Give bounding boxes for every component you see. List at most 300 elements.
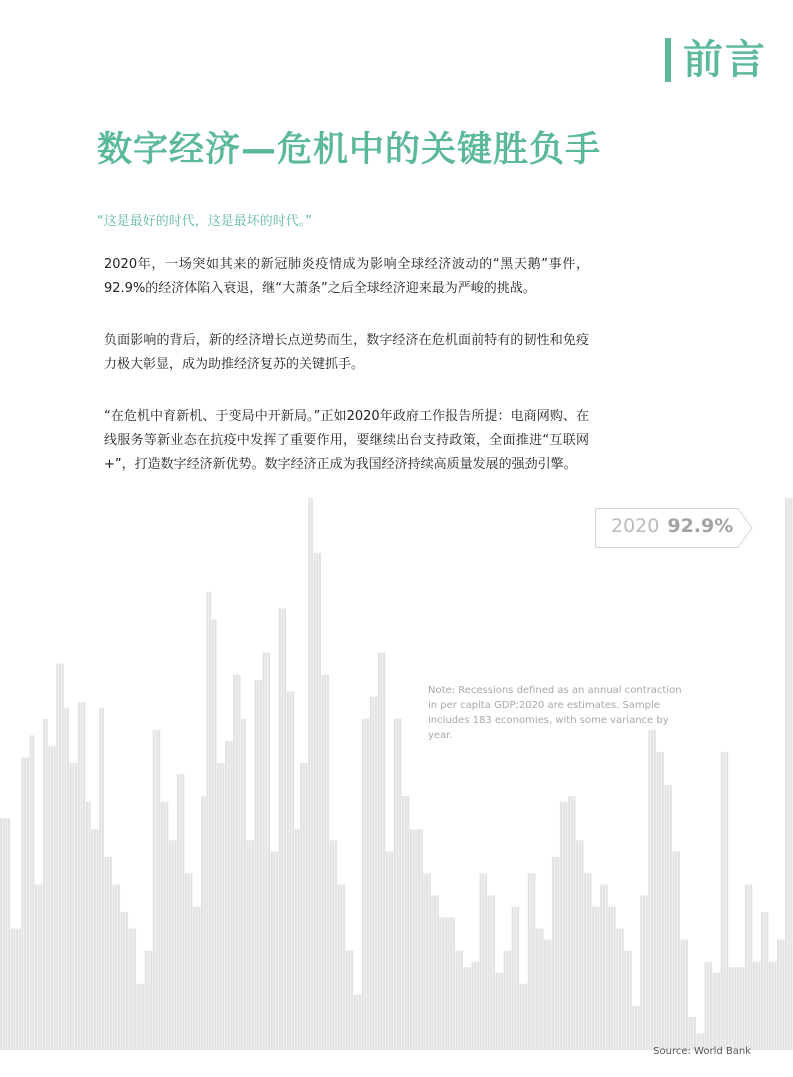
chart-bar: [260, 680, 262, 1050]
chart-bar: [225, 741, 227, 1050]
chart-bar: [335, 840, 337, 1050]
chart-bar: [466, 967, 468, 1050]
chart-bar: [182, 774, 184, 1050]
chart-bar: [257, 680, 259, 1050]
chart-bar: [755, 962, 757, 1050]
chart-bar: [517, 906, 519, 1050]
chart-bar: [772, 962, 774, 1050]
chart-bar: [316, 553, 318, 1050]
chart-bar: [212, 619, 214, 1050]
chart-bar: [29, 735, 31, 1050]
chart-bar: [263, 653, 265, 1050]
chart-bar: [750, 884, 752, 1050]
chart-bar: [525, 984, 527, 1050]
chart-bar: [295, 829, 297, 1050]
chart-bar: [11, 929, 13, 1050]
chart-bar: [555, 857, 557, 1050]
chart-bar: [35, 884, 37, 1050]
section-tag: [665, 36, 767, 84]
chart-bar: [139, 984, 141, 1050]
chart-bar: [557, 857, 559, 1050]
chart-bar: [415, 829, 417, 1050]
chart-bar: [244, 719, 246, 1050]
chart-bar: [370, 697, 372, 1050]
chart-bar: [177, 774, 179, 1050]
chart-bar: [91, 829, 93, 1050]
chart-bar: [552, 857, 554, 1050]
chart-bar: [568, 796, 570, 1050]
chart-bar: [573, 796, 575, 1050]
chart-bar: [603, 884, 605, 1050]
chart-bar: [774, 962, 776, 1050]
chart-bar: [279, 608, 281, 1050]
chart-bar: [338, 884, 340, 1050]
chart-bar: [450, 918, 452, 1050]
chart-bar: [386, 851, 388, 1050]
chart-bar: [640, 895, 642, 1050]
chart-bar: [24, 757, 26, 1050]
chart-bar: [62, 664, 64, 1050]
chart-bar: [70, 763, 72, 1050]
chart-bar: [104, 857, 106, 1050]
chart-bar: [461, 951, 463, 1050]
stat-callout: [595, 508, 755, 548]
chart-bar: [426, 873, 428, 1050]
chart-bar: [581, 840, 583, 1050]
chart-bar: [86, 802, 88, 1050]
chart-bar: [305, 763, 307, 1050]
chart-bar: [391, 851, 393, 1050]
chart-bar: [482, 873, 484, 1050]
chart-bar: [3, 818, 5, 1050]
chart-bar: [166, 802, 168, 1050]
chart-bar: [790, 498, 792, 1050]
chart-bar: [40, 884, 42, 1050]
section-label: 前言: [683, 37, 767, 83]
chart-bar: [5, 818, 7, 1050]
chart-bar: [447, 918, 449, 1050]
chart-bar: [222, 763, 224, 1050]
chart-bar: [158, 730, 160, 1050]
chart-bar: [726, 752, 728, 1050]
chart-bar: [745, 884, 747, 1050]
chart-bar: [739, 967, 741, 1050]
chart-bar: [587, 873, 589, 1050]
chart-bar: [472, 962, 474, 1050]
chart-bar: [193, 906, 195, 1050]
chart-bar: [311, 498, 313, 1050]
chart-bar: [252, 840, 254, 1050]
chart-bar: [734, 967, 736, 1050]
chart-bar: [541, 929, 543, 1050]
chart-bar: [659, 752, 661, 1050]
chart-bar: [399, 719, 401, 1050]
stat-year: 2020: [611, 515, 660, 537]
chart-bar: [651, 730, 653, 1050]
chart-bar: [477, 962, 479, 1050]
chart-bar: [150, 951, 152, 1050]
chart-bar: [236, 675, 238, 1050]
chart-bar: [407, 796, 409, 1050]
chart-bar: [303, 763, 305, 1050]
chart-bar: [75, 763, 77, 1050]
chart-bar: [576, 840, 578, 1050]
chart-bar: [686, 940, 688, 1050]
chart-bar: [0, 818, 2, 1050]
chart-bar: [413, 829, 415, 1050]
chart-bar: [747, 884, 749, 1050]
chart-bar: [493, 895, 495, 1050]
chart-bar: [496, 973, 498, 1050]
chart-bar: [600, 884, 602, 1050]
chart-bar: [638, 1006, 640, 1050]
chart-bar: [332, 840, 334, 1050]
chart-bar: [520, 984, 522, 1050]
chart-bar: [56, 664, 58, 1050]
chart-bar: [214, 619, 216, 1050]
chart-bar: [343, 884, 345, 1050]
chart-bar: [276, 851, 278, 1050]
paragraph-1: 2020年，一场突如其来的新冠肺炎疫情成为影响全球经济波动的“黑天鹅”事件，92.9%的经济体陷入衰退，继“大萧条”之后全球经济迎来最为严峻的挑战。: [104, 257, 589, 296]
chart-bar: [289, 691, 291, 1050]
chart-bar: [137, 984, 139, 1050]
chart-bar: [397, 719, 399, 1050]
chart-bar: [654, 730, 656, 1050]
chart-bar: [354, 995, 356, 1050]
chart-bar: [611, 906, 613, 1050]
chart-bar: [713, 973, 715, 1050]
chart-bar: [619, 929, 621, 1050]
chart-bar: [480, 873, 482, 1050]
chart-bar: [201, 796, 203, 1050]
chart-bar: [469, 967, 471, 1050]
chart-bar: [504, 951, 506, 1050]
chart-bar: [777, 940, 779, 1050]
chart-bar: [174, 840, 176, 1050]
chart-bar: [675, 851, 677, 1050]
chart-bar: [38, 884, 40, 1050]
chart-bar: [153, 730, 155, 1050]
chart-bar: [643, 895, 645, 1050]
chart-bar: [115, 884, 117, 1050]
chart-bar: [421, 829, 423, 1050]
chart-bar: [405, 796, 407, 1050]
chart-bar: [560, 802, 562, 1050]
chart-bar: [209, 592, 211, 1050]
chart-bar: [147, 951, 149, 1050]
chart-bar: [297, 829, 299, 1050]
chart-bar: [455, 951, 457, 1050]
chart-bar: [113, 884, 115, 1050]
chart-bar: [442, 918, 444, 1050]
page-title: 数字经济—危机中的关键胜负手: [97, 130, 602, 170]
chart-bar: [670, 785, 672, 1050]
chart-bar: [107, 857, 109, 1050]
chart-bar: [785, 498, 787, 1050]
chart-bar: [321, 675, 323, 1050]
chart-bar: [265, 653, 267, 1050]
chart-bar: [190, 873, 192, 1050]
chart-bar: [445, 918, 447, 1050]
chart-bar: [463, 967, 465, 1050]
chart-bar: [710, 962, 712, 1050]
chart-bar: [206, 592, 208, 1050]
chart-bar: [126, 912, 128, 1050]
chart-bar: [439, 918, 441, 1050]
chart-bar: [528, 873, 530, 1050]
chart-bar: [88, 802, 90, 1050]
chart-bar: [340, 884, 342, 1050]
chart-bar: [394, 719, 396, 1050]
chart-bar: [375, 697, 377, 1050]
chart-bar: [233, 675, 235, 1050]
chart-bar: [474, 962, 476, 1050]
chart-bar: [123, 912, 125, 1050]
chart-bar: [228, 741, 230, 1050]
chart-bar: [614, 906, 616, 1050]
chart-bar: [319, 553, 321, 1050]
chart-bar: [595, 906, 597, 1050]
chart-bar: [544, 940, 546, 1050]
chart-bar: [238, 675, 240, 1050]
chart-bar: [782, 940, 784, 1050]
chart-bar: [324, 675, 326, 1050]
chart-bar: [59, 664, 61, 1050]
chart-bar: [632, 1006, 634, 1050]
chart-bar: [589, 873, 591, 1050]
chart-bar: [429, 873, 431, 1050]
chart-bar: [241, 719, 243, 1050]
chart-bar: [380, 653, 382, 1050]
chart-bar: [490, 895, 492, 1050]
chart-note: Note: Recessions defined as an annual contraction in per capita GDP;2020 are estimates. Sample includes 183 economies, with some variance by year.: [428, 685, 682, 741]
chart-bar: [565, 802, 567, 1050]
chart-bar: [533, 873, 535, 1050]
chart-bar: [501, 973, 503, 1050]
chart-bar: [718, 973, 720, 1050]
chart-bar: [547, 940, 549, 1050]
chart-bar: [769, 962, 771, 1050]
chart-bar: [627, 951, 629, 1050]
chart-bar: [273, 851, 275, 1050]
chart-bar: [729, 967, 731, 1050]
chart-bar: [271, 851, 273, 1050]
chart-bar: [723, 752, 725, 1050]
chart-bar: [571, 796, 573, 1050]
chart-bar: [458, 951, 460, 1050]
paragraph-3: “在危机中育新机、于变局中开新局。”正如2020年政府工作报告所提：电商网购、在线服务等新业态在抗疫中发挥了重要作用，要继续出台支持政策，全面推进“互联网+”，打造数字经济新优势。数字经济正成为我国经济持续高质量发展的强劲引擎。: [104, 409, 589, 472]
paragraph-2: 负面影响的背后，新的经济增长点逆势而生，数字经济在危机面前特有的韧性和免疫力极大彰显，成为助推经济复苏的关键抓手。: [104, 333, 589, 372]
chart-bar: [715, 973, 717, 1050]
chart-bar: [284, 608, 286, 1050]
chart-bar: [622, 929, 624, 1050]
chart-bar: [707, 962, 709, 1050]
chart-bar: [678, 851, 680, 1050]
chart-bar: [308, 498, 310, 1050]
chart-bar: [402, 796, 404, 1050]
chart-bar: [78, 702, 80, 1050]
chart-bar: [530, 873, 532, 1050]
chart-bar: [742, 967, 744, 1050]
chart-bar: [485, 873, 487, 1050]
chart-bar: [672, 851, 674, 1050]
chart-bar: [118, 884, 120, 1050]
chart-bar: [367, 719, 369, 1050]
chart-bar: [509, 951, 511, 1050]
chart-bar: [46, 719, 48, 1050]
chart-bar: [563, 802, 565, 1050]
chart-bar: [281, 608, 283, 1050]
chart-bar: [292, 691, 294, 1050]
chart-bar: [680, 940, 682, 1050]
chart-bar: [287, 691, 289, 1050]
chart-bar: [51, 746, 53, 1050]
chart-bar: [230, 741, 232, 1050]
chart-bar: [163, 802, 165, 1050]
chart-bar: [630, 951, 632, 1050]
chart-bar: [346, 951, 348, 1050]
chart-bar: [597, 906, 599, 1050]
chart-bar: [512, 906, 514, 1050]
chart-bar: [359, 995, 361, 1050]
chart-bar: [155, 730, 157, 1050]
chart-bar: [96, 829, 98, 1050]
chart-bar: [418, 829, 420, 1050]
chart-bar: [431, 895, 433, 1050]
stat-callout-value: [611, 515, 733, 537]
chart-bar: [129, 929, 131, 1050]
chart-bar: [731, 967, 733, 1050]
chart-bar: [54, 746, 56, 1050]
chart-bar: [705, 962, 707, 1050]
chart-bar: [362, 719, 364, 1050]
recession-bar-chart: [0, 490, 793, 1050]
chart-bar: [131, 929, 133, 1050]
chart-bar: [145, 951, 147, 1050]
chart-source: Source: World Bank: [653, 1046, 751, 1057]
chart-bar: [383, 653, 385, 1050]
chart-bar: [506, 951, 508, 1050]
chart-bar: [423, 873, 425, 1050]
chart-bar: [758, 962, 760, 1050]
chart-bar: [514, 906, 516, 1050]
chart-bar: [134, 929, 136, 1050]
chart-bar: [662, 752, 664, 1050]
chart-bar: [43, 719, 45, 1050]
chart-bar: [313, 553, 315, 1050]
chart-bar: [204, 796, 206, 1050]
chart-bar: [161, 802, 163, 1050]
chart-bar: [21, 757, 23, 1050]
chart-bar: [327, 675, 329, 1050]
chart-bar: [188, 873, 190, 1050]
chart-bar: [16, 929, 18, 1050]
chart-bar: [608, 906, 610, 1050]
chart-bar: [351, 951, 353, 1050]
chart-bar: [48, 746, 50, 1050]
chart-bar: [584, 873, 586, 1050]
chart-bar: [616, 929, 618, 1050]
chart-bar: [217, 763, 219, 1050]
chart-bar: [80, 702, 82, 1050]
chart-bar: [579, 840, 581, 1050]
chart-bar: [536, 929, 538, 1050]
chart-bar: [255, 680, 257, 1050]
chart-bar: [121, 912, 123, 1050]
chart-bar: [72, 763, 74, 1050]
chart-bar: [592, 906, 594, 1050]
chart-bar: [348, 951, 350, 1050]
chart-bar: [83, 702, 85, 1050]
chart-bar: [646, 895, 648, 1050]
chart-bar: [13, 929, 15, 1050]
chart-bar: [635, 1006, 637, 1050]
section-accent-bar: [665, 38, 671, 82]
chart-bar: [372, 697, 374, 1050]
chart-bar: [220, 763, 222, 1050]
chart-bar: [683, 940, 685, 1050]
chart-bar: [67, 708, 69, 1050]
chart-bar: [761, 912, 763, 1050]
chart-bar: [721, 752, 723, 1050]
chart-bar: [102, 708, 104, 1050]
chart-bar: [766, 912, 768, 1050]
chart-bar: [522, 984, 524, 1050]
chart-bar: [300, 763, 302, 1050]
chart-bar: [624, 951, 626, 1050]
chart-bar: [8, 818, 10, 1050]
chart-bar: [19, 929, 21, 1050]
chart-bar: [356, 995, 358, 1050]
chart-bar: [788, 498, 790, 1050]
chart-bar: [268, 653, 270, 1050]
chart-bar: [764, 912, 766, 1050]
chart-bar: [648, 730, 650, 1050]
chart-bar: [180, 774, 182, 1050]
chart-bar: [246, 840, 248, 1050]
chart-bar: [437, 895, 439, 1050]
chart-bar: [32, 735, 34, 1050]
chart-bar: [605, 884, 607, 1050]
chart-bar: [196, 906, 198, 1050]
chart-bar: [434, 895, 436, 1050]
chart-bar: [142, 984, 144, 1050]
chart-bar: [737, 967, 739, 1050]
chart-bar: [667, 785, 669, 1050]
chart-bar: [780, 940, 782, 1050]
chart-bar: [656, 752, 658, 1050]
chart-bar: [549, 940, 551, 1050]
chart-bar: [198, 906, 200, 1050]
intro-quote: “这是最好的时代，这是最坏的时代。”: [97, 214, 312, 229]
chart-bar: [378, 653, 380, 1050]
chart-bar: [110, 857, 112, 1050]
stat-percent: 92.9%: [667, 515, 734, 537]
chart-bar: [169, 840, 171, 1050]
chart-bar: [498, 973, 500, 1050]
chart-bar: [388, 851, 390, 1050]
chart-bar: [171, 840, 173, 1050]
chart-bar: [99, 708, 101, 1050]
chart-bar: [64, 708, 66, 1050]
chart-bar: [364, 719, 366, 1050]
chart-bar: [488, 895, 490, 1050]
chart-bar: [453, 918, 455, 1050]
chart-bar: [94, 829, 96, 1050]
chart-bar: [27, 757, 29, 1050]
chart-bar: [538, 929, 540, 1050]
chart-bar: [410, 829, 412, 1050]
